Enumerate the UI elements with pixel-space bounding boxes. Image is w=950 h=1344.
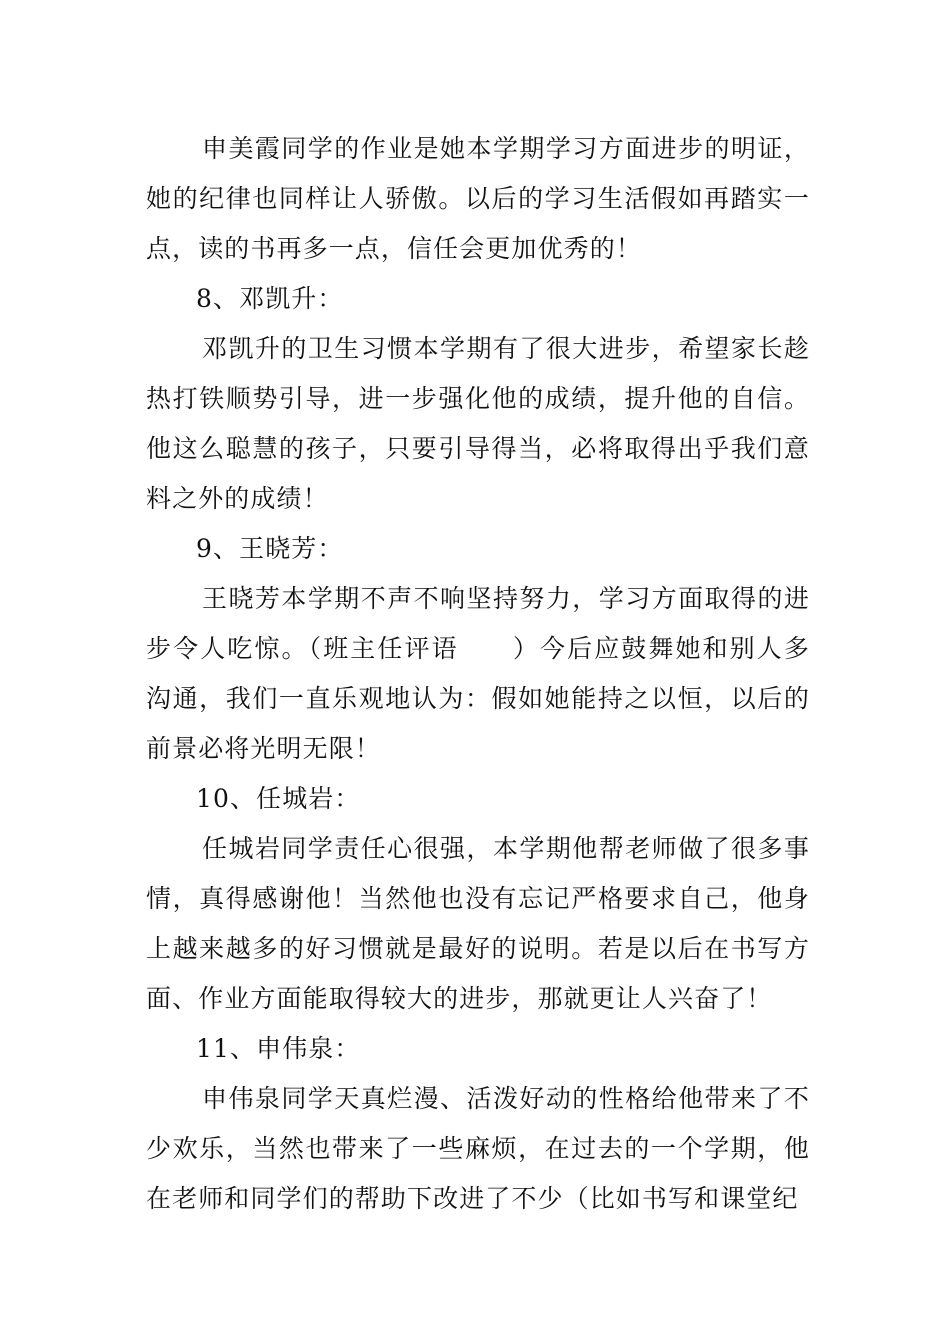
comment-paragraph-ren-chengyan: 任城岩同学责任心很强，本学期他帮老师做了很多事情，真得感谢他！当然他也没有忘记严格要求自己，他身上越来越多的好习惯就是最好的说明。若是以后在书写方面、作业方面能取得较大的进步，那就更让人兴奋了！ — [146, 834, 810, 1013]
document-body — [146, 124, 810, 1224]
comment-paragraph-wang-xiaofang: 王晓芳本学期不声不响坚持努力，学习方面取得的进步令人吃惊。（班主任评语 ）今后应鼓舞她和别人多沟通，我们一直乐观地认为：假如她能持之以恒，以后的前景必将光明无限！ — [146, 584, 810, 763]
comment-paragraph-deng-kaisheng: 邓凯升的卫生习惯本学期有了很大进步，希望家长趁热打铁顺势引导，进一步强化他的成绩，提升他的自信。他这么聪慧的孩子，只要引导得当，必将取得出乎我们意料之外的成绩！ — [146, 334, 810, 513]
student-heading-deng-kaisheng: 8、邓凯升： — [196, 284, 344, 313]
student-heading-wang-xiaofang: 9、王晓芳： — [196, 534, 344, 563]
comment-paragraph-shen-meixia: 申美霞同学的作业是她本学期学习方面进步的明证，她的纪律也同样让人骄傲。以后的学习生活假如再踏实一点，读的书再多一点，信任会更加优秀的！ — [146, 134, 810, 263]
student-heading-shen-weiquan: 11、申伟泉： — [196, 1034, 361, 1063]
comment-paragraph-shen-weiquan: 申伟泉同学天真烂漫、活泼好动的性格给他带来了不少欢乐，当然也带来了一些麻烦，在过去的一个学期，他在老师和同学们的帮助下改进了不少（比如书写和课堂纪 — [146, 1084, 810, 1213]
student-heading-ren-chengyan: 10、任城岩： — [196, 784, 361, 813]
